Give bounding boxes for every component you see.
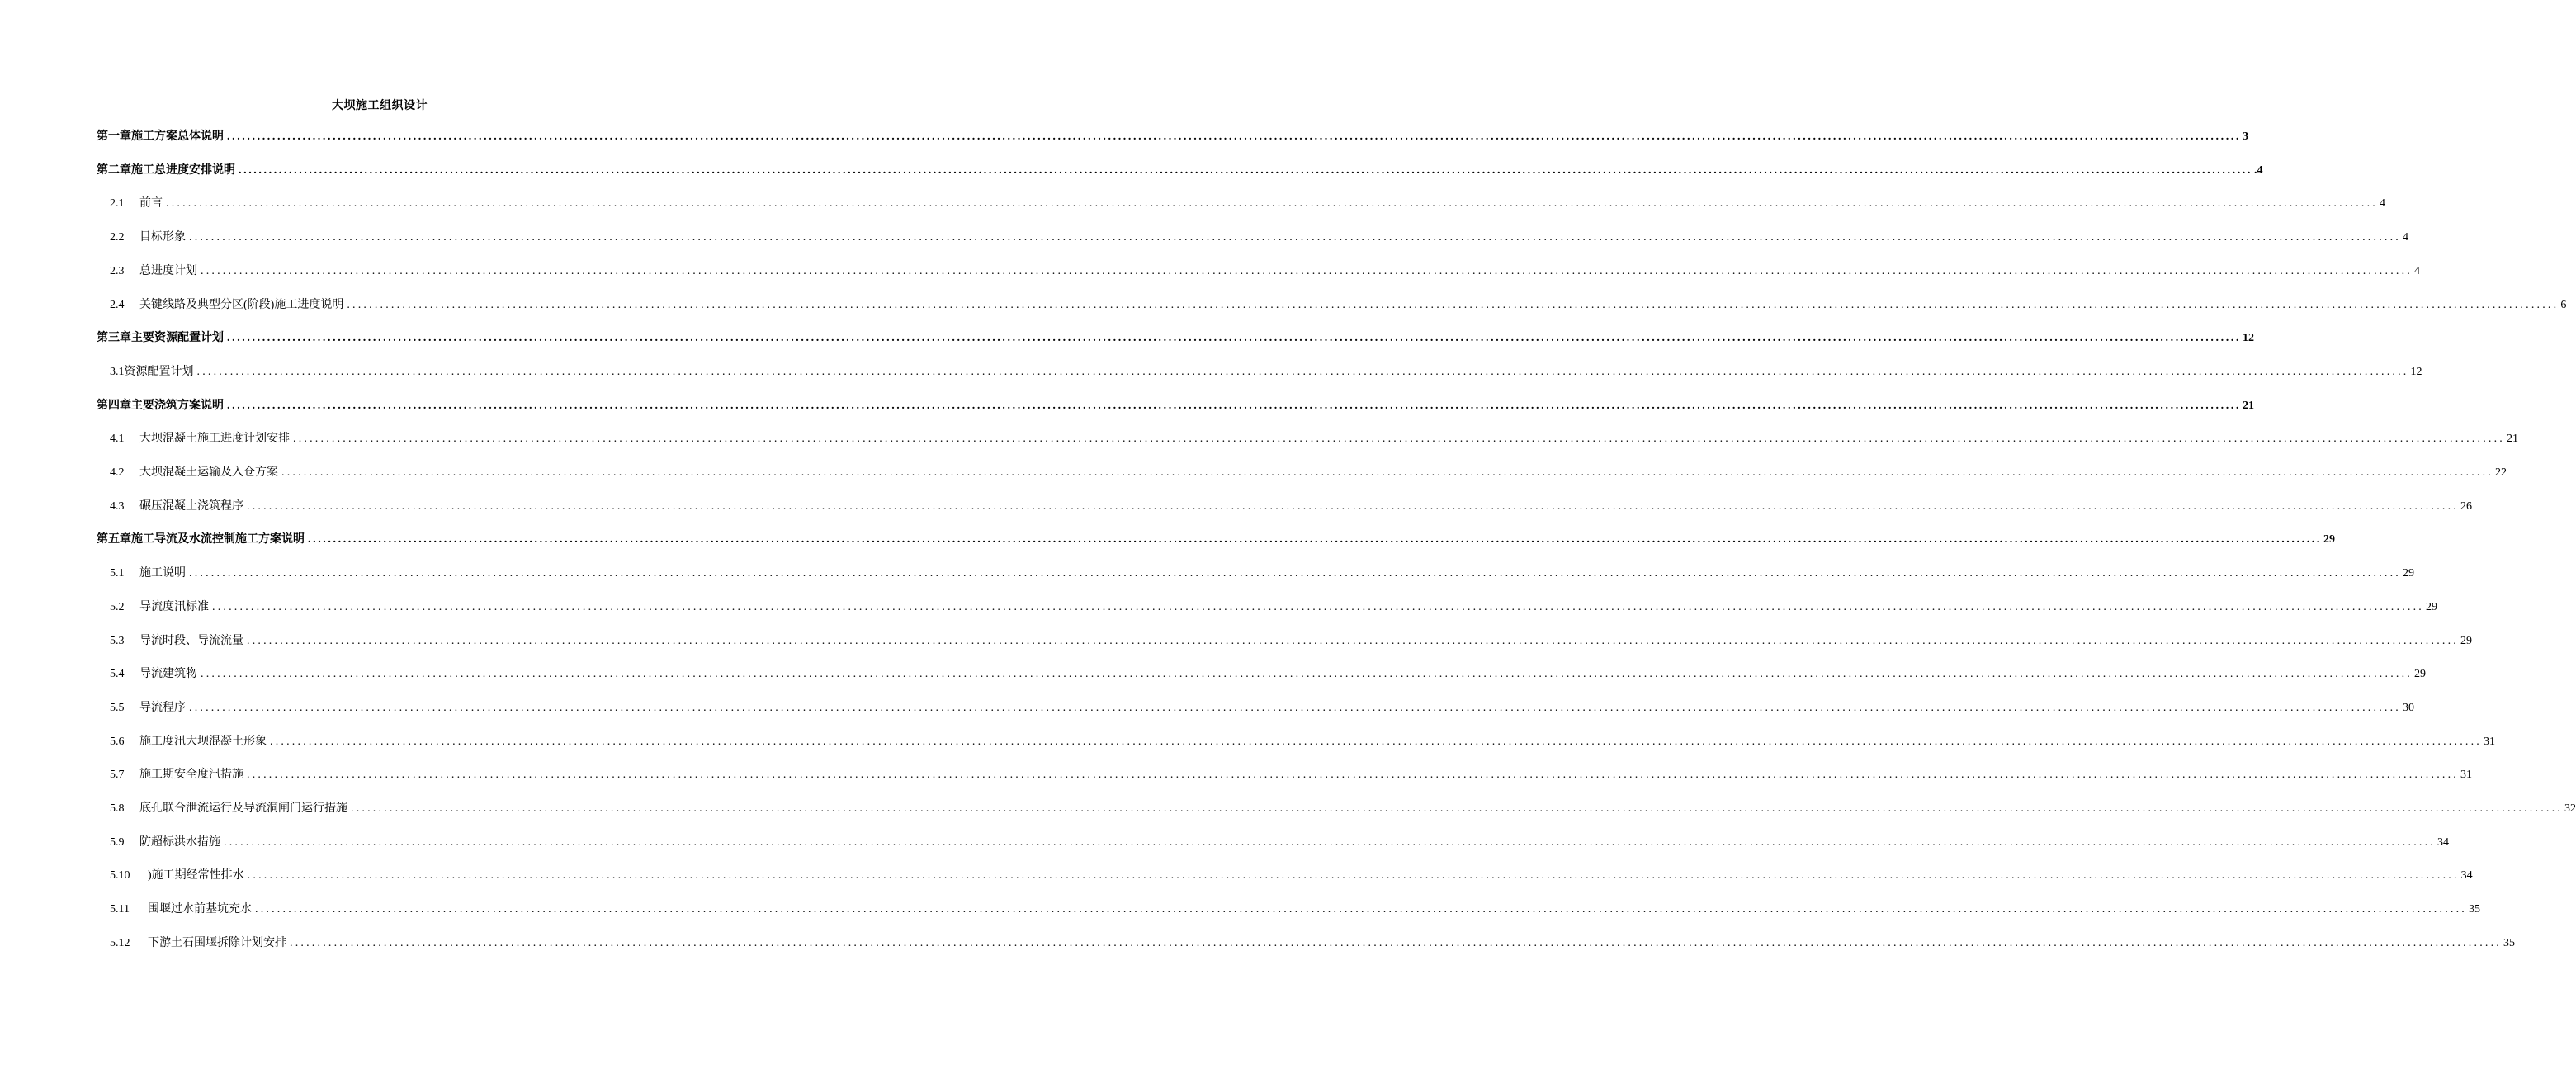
- toc-entry-number: 5.6: [110, 736, 125, 748]
- toc-entry-title: )施工期经常性排水: [148, 869, 244, 882]
- toc-dot-leader: ................................................................................................................................................................................................................................................................................................................................................................................................................: [255, 903, 2467, 916]
- toc-dot-leader: ................................................................................................................................................................................................................................................................................................................................................................................................................: [227, 332, 2241, 344]
- toc-section-entry[interactable]: [97, 428, 2518, 447]
- toc-entry-number: 5.1: [110, 567, 125, 580]
- toc-entry-number: 5.12: [110, 937, 130, 949]
- toc-page-number: 12: [2410, 366, 2422, 378]
- toc-entry-title: 导流建筑物: [139, 668, 197, 680]
- toc-entry-title: 前言: [139, 197, 163, 210]
- toc-section-entry[interactable]: [97, 664, 2426, 682]
- toc-section-entry[interactable]: [97, 731, 2495, 750]
- toc-entry-title: 总进度计划: [139, 265, 197, 277]
- toc-entry-title: 目标形象: [139, 231, 186, 244]
- toc-dot-leader: ................................................................................................................................................................................................................................................................................................................................................................................................................: [239, 164, 2252, 177]
- toc-entry-number: 2.4: [110, 299, 125, 311]
- toc-entry-title: 第四章主要浇筑方案说明: [97, 400, 224, 412]
- toc-page-number: 29: [2426, 601, 2437, 613]
- toc-entry-title: 施工期安全度汛措施: [139, 769, 243, 781]
- toc-section-entry[interactable]: [97, 563, 2414, 581]
- toc-section-entry[interactable]: [97, 496, 2472, 514]
- toc-entry-title: 关键线路及典型分区(阶段)施工进度说明: [139, 299, 344, 311]
- toc-entry-number: 5.9: [110, 836, 125, 849]
- toc-section-entry[interactable]: [97, 933, 2515, 951]
- toc-section-entry[interactable]: [97, 193, 2385, 211]
- toc-page-number: 21: [2507, 433, 2518, 445]
- toc-entry-title: 碾压混凝土浇筑程序: [139, 500, 243, 513]
- toc-entry-number: 2.2: [110, 231, 125, 244]
- toc-page-number: 21: [2243, 400, 2254, 412]
- toc-page-number: 34: [2437, 836, 2449, 849]
- toc-section-entry[interactable]: [97, 798, 2576, 816]
- toc-page-number: 4: [2380, 197, 2385, 210]
- toc-entry-number: 2.1: [110, 197, 125, 210]
- toc-entry-number: 5.7: [110, 769, 125, 781]
- toc-page-number: 32: [2564, 802, 2576, 815]
- toc-entry-title: 第三章主要资源配置计划: [97, 332, 224, 344]
- toc-page-number: 31: [2460, 769, 2472, 781]
- toc-dot-leader: ................................................................................................................................................................................................................................................................................................................................................................................................................: [270, 736, 2482, 748]
- toc-entry-number: 2.3: [110, 265, 125, 277]
- toc-section-entry[interactable]: [97, 261, 2420, 279]
- toc-dot-leader: ................................................................................................................................................................................................................................................................................................................................................................................................................: [293, 433, 2505, 445]
- toc-entry-number: 4.2: [110, 466, 125, 479]
- toc-section-entry[interactable]: [97, 597, 2437, 615]
- toc-dot-leader: ................................................................................................................................................................................................................................................................................................................................................................................................................: [196, 366, 2409, 378]
- toc-section-entry[interactable]: [97, 698, 2414, 716]
- toc-entry-number: 5.8: [110, 802, 125, 815]
- toc-dot-leader: ................................................................................................................................................................................................................................................................................................................................................................................................................: [247, 769, 2459, 781]
- toc-entry-number: 5.5: [110, 702, 125, 714]
- toc-chapter-entry[interactable]: [97, 160, 2263, 178]
- toc-section-entry[interactable]: [97, 227, 2408, 245]
- toc-entry-title: 导流程序: [139, 702, 186, 714]
- toc-entry-number: 5.2: [110, 601, 125, 613]
- toc-page-number: 29: [2403, 567, 2414, 580]
- toc-entry-number: 4.1: [110, 433, 125, 445]
- toc-page-number: 22: [2495, 466, 2507, 479]
- toc-page-number: 29: [2323, 533, 2335, 546]
- toc-page-number: 26: [2460, 500, 2472, 513]
- toc-dot-leader: ................................................................................................................................................................................................................................................................................................................................................................................................................: [166, 197, 2378, 210]
- toc-dot-leader: ................................................................................................................................................................................................................................................................................................................................................................................................................: [189, 567, 2401, 580]
- page-title: 大坝施工组织设计: [332, 100, 428, 112]
- toc-chapter-entry[interactable]: [97, 529, 2335, 547]
- toc-entry-number: 4.3: [110, 500, 125, 513]
- toc-entry-number: 5.3: [110, 635, 125, 647]
- toc-entry-title: 防超标洪水措施: [139, 836, 220, 849]
- toc-chapter-entry[interactable]: [97, 328, 2254, 346]
- toc-entry-title: 底孔联合泄流运行及导流洞闸门运行措施: [139, 802, 347, 815]
- toc-entry-title: 施工度汛大坝混凝土形象: [139, 736, 267, 748]
- toc-page-number: 34: [2460, 869, 2473, 882]
- toc-entry-title: 导流度汛标准: [139, 601, 209, 613]
- toc-page-number: 29: [2460, 635, 2472, 647]
- toc-entry-title: 导流时段、导流流量: [139, 635, 243, 647]
- toc-dot-leader: ................................................................................................................................................................................................................................................................................................................................................................................................................: [351, 802, 2563, 815]
- toc-dot-leader: ................................................................................................................................................................................................................................................................................................................................................................................................................: [224, 836, 2436, 849]
- toc-page-number: 12: [2243, 332, 2254, 344]
- toc-section-entry[interactable]: [97, 295, 2567, 313]
- toc-dot-leader: ................................................................................................................................................................................................................................................................................................................................................................................................................: [212, 601, 2424, 613]
- toc-page-number: .4: [2254, 164, 2263, 177]
- toc-dot-leader: ................................................................................................................................................................................................................................................................................................................................................................................................................: [281, 466, 2493, 479]
- toc-entry-title: 第五章施工导流及水流控制施工方案说明: [97, 533, 305, 546]
- toc-dot-leader: ................................................................................................................................................................................................................................................................................................................................................................................................................: [189, 231, 2401, 244]
- toc-entry-number: 5.11: [110, 903, 130, 916]
- toc-section-entry[interactable]: [97, 865, 2473, 883]
- toc-section-entry[interactable]: [97, 631, 2472, 649]
- toc-page-number: 29: [2414, 668, 2426, 680]
- toc-entry-title: 第一章施工方案总体说明: [97, 130, 224, 143]
- toc-dot-leader: ................................................................................................................................................................................................................................................................................................................................................................................................................: [347, 299, 2559, 311]
- toc-dot-leader: ................................................................................................................................................................................................................................................................................................................................................................................................................: [247, 869, 2460, 882]
- toc-dot-leader: ................................................................................................................................................................................................................................................................................................................................................................................................................: [247, 635, 2459, 647]
- toc-dot-leader: ................................................................................................................................................................................................................................................................................................................................................................................................................: [227, 400, 2241, 412]
- toc-dot-leader: ................................................................................................................................................................................................................................................................................................................................................................................................................: [247, 500, 2459, 513]
- toc-page-number: 4: [2403, 231, 2408, 244]
- toc-chapter-entry[interactable]: [97, 395, 2254, 414]
- toc-dot-leader: ................................................................................................................................................................................................................................................................................................................................................................................................................: [201, 265, 2413, 277]
- toc-page-number: 6: [2560, 299, 2567, 311]
- toc-section-entry[interactable]: [97, 899, 2480, 917]
- toc-dot-leader: ................................................................................................................................................................................................................................................................................................................................................................................................................: [290, 937, 2502, 949]
- toc-dot-leader: ................................................................................................................................................................................................................................................................................................................................................................................................................: [227, 130, 2241, 143]
- toc-dot-leader: ................................................................................................................................................................................................................................................................................................................................................................................................................: [189, 702, 2401, 714]
- toc-section-entry[interactable]: [97, 764, 2472, 783]
- toc-chapter-entry[interactable]: [97, 126, 2248, 144]
- toc-page-number: 30: [2403, 702, 2414, 714]
- toc-section-entry[interactable]: [97, 462, 2507, 480]
- toc-entry-title: 3.1资源配置计划: [110, 366, 194, 378]
- toc-entry-title: 下游土石围堰拆除计划安排: [148, 937, 286, 949]
- toc-section-entry[interactable]: [97, 832, 2449, 850]
- toc-entry-title: 大坝混凝土运输及入仓方案: [139, 466, 278, 479]
- toc-entry-number: 5.4: [110, 668, 125, 680]
- toc-section-entry[interactable]: [97, 362, 2422, 380]
- toc-page-number: 35: [2469, 903, 2480, 916]
- toc-dot-leader: ................................................................................................................................................................................................................................................................................................................................................................................................................: [308, 533, 2322, 546]
- toc-dot-leader: ................................................................................................................................................................................................................................................................................................................................................................................................................: [201, 668, 2413, 680]
- toc-page-number: 35: [2503, 937, 2515, 949]
- toc-page-number: 31: [2484, 736, 2495, 748]
- toc-entry-number: 5.10: [110, 869, 130, 882]
- toc-page-number: 4: [2414, 265, 2420, 277]
- toc-page-number: 3: [2243, 130, 2248, 143]
- toc-entry-title: 第二章施工总进度安排说明: [97, 164, 235, 177]
- toc-entry-title: 围堰过水前基坑充水: [148, 903, 252, 916]
- toc-entry-title: 施工说明: [139, 567, 186, 580]
- toc-entry-title: 大坝混凝土施工进度计划安排: [139, 433, 290, 445]
